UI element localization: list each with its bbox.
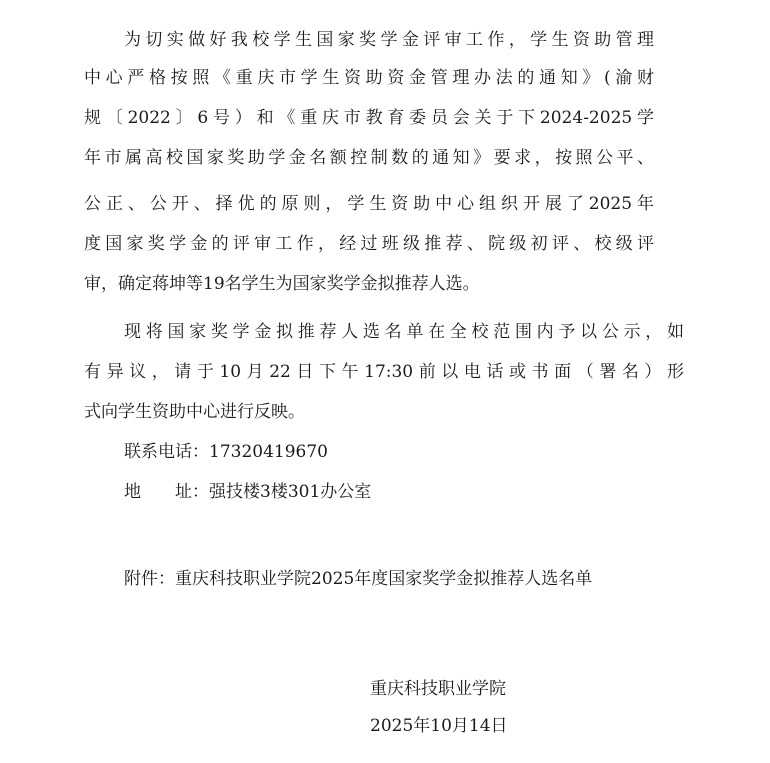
paragraph-2-line-1: 现将国家奖学金拟推荐人选名单在全校范围内予以公示，如	[124, 322, 684, 342]
paragraph-1-line-5: 公正、公开、择优的原则，学生资助中心组织开展了2025年	[84, 194, 654, 214]
paragraph-2-line-2: 有异议，请于10月22日下午17:30前以电话或书面（署名）形	[84, 362, 684, 382]
contact-phone: 联系电话：17320419670	[124, 442, 328, 462]
signature-date: 2025年10月14日	[370, 716, 508, 736]
paragraph-1-line-7: 审，确定蒋坤等19名学生为国家奖学金拟推荐人选。	[84, 274, 480, 294]
address	[124, 480, 371, 504]
paragraph-1-line-1: 为切实做好我校学生国家奖学金评审工作，学生资助管理	[124, 30, 654, 50]
address-value: 强技楼3楼301办公室	[209, 482, 372, 502]
paragraph-1-line-2: 中心严格按照《重庆市学生资助资金管理办法的通知》(渝财	[84, 68, 654, 88]
signature-organization: 重庆科技职业学院	[370, 679, 506, 699]
paragraph-2-line-3: 式向学生资助中心进行反映。	[84, 402, 305, 422]
paragraph-1-line-6: 度国家奖学金的评审工作，经过班级推荐、院级初评、校级评	[84, 234, 654, 254]
paragraph-1-line-3: 规〔2022〕6号）和《重庆市教育委员会关于下2024-2025学	[84, 108, 654, 128]
paragraph-1-line-4: 年市属高校国家奖助学金名额控制数的通知》要求，按照公平、	[84, 148, 654, 168]
address-label: 地 址：	[124, 482, 209, 502]
attachment-note: 附件：重庆科技职业学院2025年度国家奖学金拟推荐人选名单	[124, 569, 593, 589]
